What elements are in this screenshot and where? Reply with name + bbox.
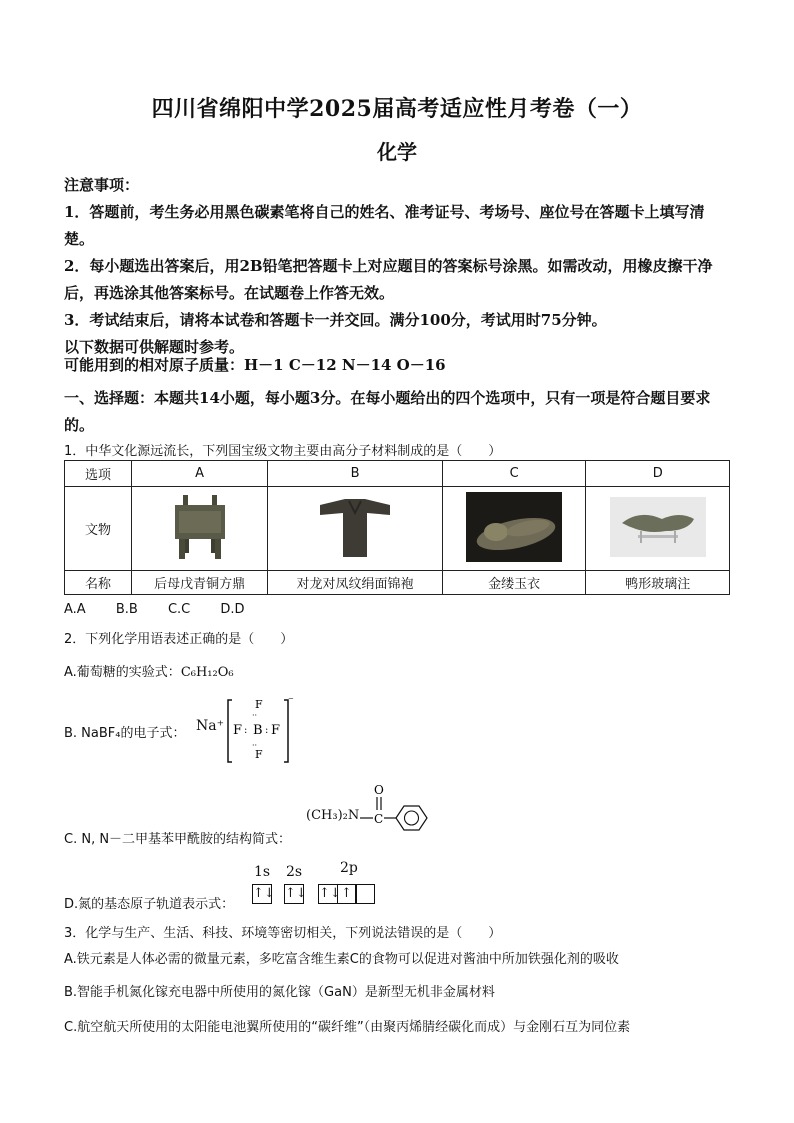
artifact-name-b: 对龙对凤纹绢面锦袍 <box>268 571 443 595</box>
artifact-image-d <box>586 487 730 571</box>
q1-option-a[interactable]: A.A <box>64 602 86 617</box>
q3-option-c[interactable]: C.航空航天所使用的太阳能电池翼所使用的“碳纤维”（由聚丙烯腈经碳化而成）与金刚石互为同位素 <box>64 1020 631 1035</box>
glass-vessel-image <box>610 497 706 557</box>
notice-heading: 注意事项： <box>64 176 140 194</box>
artifact-image-c <box>442 487 586 571</box>
row-label-names: 名称 <box>65 571 132 595</box>
label-2p: 2p <box>340 860 358 876</box>
q2-option-a[interactable] <box>64 661 234 680</box>
orbital-box-2p-2: ↑ <box>337 884 357 904</box>
silk-robe-image <box>315 491 395 563</box>
q1-options <box>64 602 245 617</box>
f-right: F <box>271 723 281 738</box>
orbital-box-1s: ↑↓ <box>252 884 272 904</box>
q2-stem: 2．下列化学用语表述正确的是（ ） <box>64 632 294 647</box>
section-heading: 一、选择题：本题共14小题，每小题3分。在每小题给出的四个选项中，只有一项是符合题目要求的。 <box>64 389 711 434</box>
notice-section <box>64 172 734 361</box>
boron: B <box>253 723 263 738</box>
column-header-b: B <box>268 461 443 487</box>
q2-option-d-text[interactable]: D.氮的基态原子轨道表示式： <box>64 897 235 912</box>
orbital-box-2p-3 <box>355 884 375 904</box>
orbital-box-2p-1: ↑↓ <box>318 884 338 904</box>
jade-suit-image <box>466 492 562 562</box>
pair-bottom: ·· <box>252 741 258 750</box>
q1-option-c[interactable]: C.C <box>167 602 191 617</box>
label-2s: 2s <box>286 864 303 880</box>
f-left: F <box>233 723 243 738</box>
carbonyl-carbon: C <box>374 812 384 826</box>
label-1s: 1s <box>254 864 271 880</box>
notice-item-1: 1．答题前，考生务必用黑色碳素笔将自己的姓名、准考证号、考场号、座位号在答题卡上填写清楚。 <box>64 203 705 248</box>
orbital-box-2s: ↑↓ <box>284 884 304 904</box>
table-header-label: 选项 <box>65 461 132 487</box>
pair-right: : <box>265 725 269 736</box>
bf4-electron-dot-structure <box>226 696 296 766</box>
column-header-c: C <box>442 461 586 487</box>
q3-option-a[interactable]: A.铁元素是人体必需的微量元素，多吃富含维生素C的食物可以促进对酱油中所加铁强化剂的吸收 <box>64 952 619 967</box>
dimethylamino-group: (CH₃)₂N <box>306 808 360 823</box>
anion-charge: ⁻ <box>288 696 294 707</box>
artifact-name-a: 后母戊青铜方鼎 <box>132 571 268 595</box>
orbital-2s <box>284 883 307 904</box>
f-top: F <box>255 698 263 711</box>
subject-title: 化学 <box>377 140 417 164</box>
q2-option-a-formula: C₆H₁₂O₆ <box>180 665 234 680</box>
q2-option-a-text: A.葡萄糖的实验式： <box>64 665 181 680</box>
q1-stem: 1．中华文化源远流长，下列国宝级文物主要由高分子材料制成的是（ ） <box>64 444 502 459</box>
artifact-image-b <box>268 487 443 571</box>
f-bottom: F <box>255 748 263 761</box>
artifact-image-a <box>132 487 268 571</box>
page-title: 四川省绵阳中学2025届高考适应性月考卷（一） <box>151 96 643 122</box>
notice-extra: 以下数据可供解题时参考。 <box>64 338 245 356</box>
carbonyl-oxygen: O <box>374 783 384 797</box>
pair-left: : <box>244 725 248 736</box>
row-label-items: 文物 <box>65 487 132 571</box>
notice-item-3: 3．考试结束后，请将本试卷和答题卡一并交回。满分100分，考试用时75分钟。 <box>64 311 607 329</box>
benzene-ring <box>396 806 427 830</box>
benzamide-structure <box>356 780 436 840</box>
column-header-a: A <box>132 461 268 487</box>
notice-item-2: 2．每小题选出答案后，用2B铅笔把答题卡上对应题目的答案标号涂黑。如需改动，用橡皮擦干净后，再选涂其他答案标号。在试题卷上作答无效。 <box>64 257 713 302</box>
bronze-ding-image <box>165 491 235 563</box>
q2-option-c-text[interactable]: C. N, N－二甲基苯甲酰胺的结构简式： <box>64 832 292 847</box>
artifact-name-d: 鸭形玻璃注 <box>586 571 730 595</box>
q2-option-b-text[interactable]: B. NaBF₄的电子式： <box>64 726 186 741</box>
orbital-2p <box>318 883 374 904</box>
q1-table <box>64 460 730 595</box>
orbital-1s <box>252 883 275 904</box>
atomic-mass-line: 可能用到的相对原子质量：H－1 C－12 N－14 O－16 <box>64 356 446 374</box>
column-header-d: D <box>586 461 730 487</box>
pair-top: ·· <box>252 711 258 720</box>
q1-option-b[interactable]: B.B <box>115 602 138 617</box>
artifact-name-c: 金缕玉衣 <box>442 571 586 595</box>
q3-stem: 3．化学与生产、生活、科技、环境等密切相关，下列说法错误的是（ ） <box>64 926 502 941</box>
q1-option-d[interactable]: D.D <box>220 602 245 617</box>
sodium-cation: Na⁺ <box>196 718 224 734</box>
q3-option-b[interactable]: B.智能手机氮化镓充电器中所使用的氮化镓（GaN）是新型无机非金属材料 <box>64 985 495 1000</box>
